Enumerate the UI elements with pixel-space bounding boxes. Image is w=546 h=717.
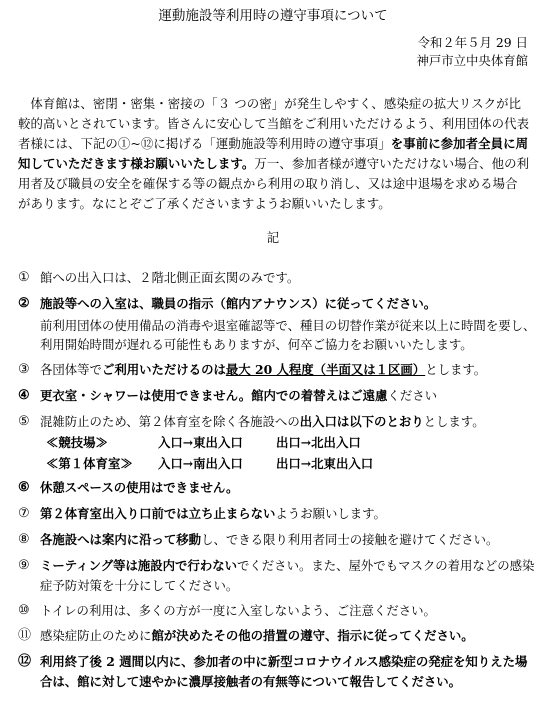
gate-facility: ≪第１体育室≫ bbox=[46, 455, 133, 471]
item-text-bold: 各施設へは案内に沿って移動 bbox=[40, 532, 202, 548]
item-text-bold: ミーティング等は施設内で行わない bbox=[40, 557, 238, 573]
rule-item-3 bbox=[18, 360, 538, 381]
gate-entrance: 入口→東出入口 bbox=[158, 434, 243, 450]
rule-item-7 bbox=[18, 504, 538, 525]
item-text: ようお願いします。 bbox=[275, 506, 386, 522]
rule-item-11 bbox=[18, 626, 538, 647]
item-text-bold: 館が決めたその他の措置の遵守、指示に従ってください。 bbox=[151, 628, 474, 644]
item-number: ⑧ bbox=[18, 532, 30, 548]
item-text: 利用終了後 2 週間以内に、参加者の中に新型コロナウイルス感染症の発症を知りえた場合は、館に対して速やかに濃厚接触者の有無等について報告してください。 bbox=[40, 654, 528, 689]
item-number: ① bbox=[18, 270, 30, 285]
item-text: 館への出入口は、２階北側正面玄関のみです。 bbox=[40, 270, 300, 285]
intro-text-bold: を事前に参加者全員に周知していただきます様お願いいたします。 bbox=[18, 136, 529, 172]
item-text: とします。 bbox=[423, 413, 485, 429]
item-text-bold: ご利用いただけるのは bbox=[101, 362, 226, 378]
item-text: 混雑防止のため、第２体育室を除く各施設への bbox=[40, 413, 300, 429]
item-text-bold: 出入口は以下のとおり bbox=[299, 413, 424, 429]
rule-item-5 bbox=[18, 412, 538, 474]
rule-item-4 bbox=[18, 386, 538, 407]
item-number: ② bbox=[18, 295, 30, 311]
rule-item-6 bbox=[18, 478, 538, 499]
item-number: ⑨ bbox=[18, 557, 30, 573]
item-number: ⑩ bbox=[18, 602, 30, 618]
gate-row-arena bbox=[40, 433, 538, 453]
rule-item-1 bbox=[18, 268, 538, 289]
rule-item-8 bbox=[18, 530, 538, 551]
item-text: 各団体等で bbox=[40, 362, 102, 378]
gate-exit: 出口→北出入口 bbox=[276, 434, 361, 450]
rule-item-9 bbox=[18, 556, 538, 596]
item-text: とします。 bbox=[425, 362, 487, 378]
intro-text-2: 万一、参加者様が遵守いただけない場合、他の利用者及び職員の安全を確保する等の観点から利用の取り消し、又は途中退場を求める場合があります。なにとぞご了承くださいますようお願いいたします。 bbox=[18, 156, 530, 212]
gate-row-gym1 bbox=[40, 454, 538, 474]
item-number: ⑪ bbox=[18, 628, 32, 644]
intro-paragraph bbox=[18, 94, 530, 215]
item-text-bold: 更衣室・シャワーは使用できません。館内での着替えはご遠慮 bbox=[40, 388, 388, 404]
item-text-underlined: 最大 20 人程度（半面又は１区画） bbox=[225, 362, 426, 378]
item-number: ③ bbox=[18, 362, 30, 378]
item-text: でください。また、屋外でもマスクの着用などの感染症予防対策を十分にしてください。 bbox=[40, 557, 535, 593]
item-number: ④ bbox=[18, 388, 30, 404]
organization-name: 神戸市立中央体育館 bbox=[416, 52, 528, 68]
item-text: し、できる限り利用者同士の接触を避けてください。 bbox=[201, 532, 499, 548]
item-text: トイレの利用は、多くの方が一度に入室しないよう、ご注意ください。 bbox=[40, 602, 436, 618]
ki-heading: 記 bbox=[266, 230, 280, 245]
header-meta bbox=[416, 34, 528, 70]
gate-exit: 出口→北東出入口 bbox=[276, 455, 374, 471]
gate-facility: ≪競技場≫ bbox=[46, 434, 108, 450]
item-number: ⑦ bbox=[18, 506, 30, 522]
item-number: ⑤ bbox=[18, 413, 30, 429]
item-text-bold: 第２体育室出入り口前では立ち止まらない bbox=[40, 506, 276, 522]
issue-date: 令和２年５月 29 日 bbox=[417, 35, 528, 50]
intro-text-1: 体育館は、密閉・密集・密接の「３ つの密」が発生しやすく、感染症の拡大リスクが比較的高いとされています。皆さんに安心して当館をご利用いただけるよう、利用団体の代表者様には、下記の①~⑫に掲げる「運動施設等利用時の遵守事項」 bbox=[18, 96, 530, 152]
rules-list bbox=[18, 268, 538, 697]
rule-item-12 bbox=[18, 652, 538, 692]
item-subtext: 前利用団体の使用備品の消毒や退室確認等で、種目の切替作業が従来以上に時間を要し、利用開始時間が遅れる可能性もありますが、何卒ご協力をお願いいたします。 bbox=[40, 317, 536, 353]
item-text: 施設等への入室は、職員の指示（館内アナウンス）に従ってください。 bbox=[40, 295, 437, 311]
item-number: ⑥ bbox=[18, 480, 30, 496]
item-number: ⑫ bbox=[18, 654, 32, 670]
item-text: 感染症防止のために bbox=[40, 628, 152, 644]
rule-item-2 bbox=[18, 294, 538, 356]
item-text: 休憩スペースの使用はできません。 bbox=[40, 480, 239, 496]
rule-item-10 bbox=[18, 601, 538, 622]
item-text: ください bbox=[387, 388, 437, 404]
gate-entrance: 入口→南出入口 bbox=[158, 455, 243, 471]
document-title: 運動施設等利用時の遵守事項について bbox=[158, 8, 388, 24]
